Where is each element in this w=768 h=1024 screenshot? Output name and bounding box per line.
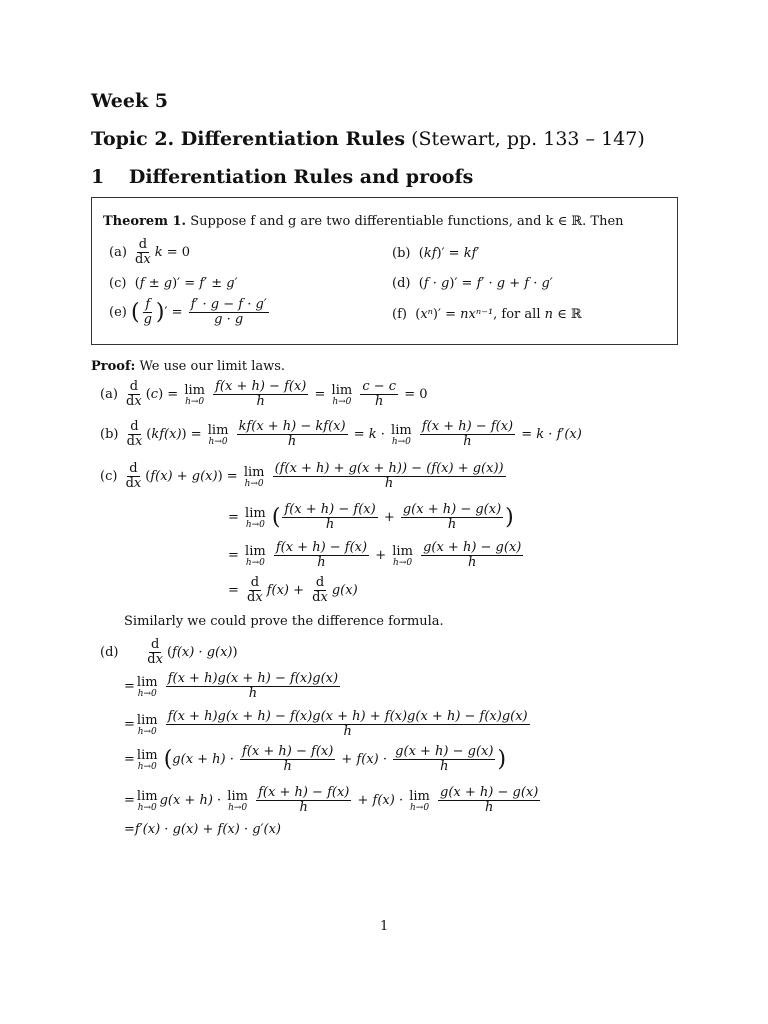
proof-d-line4: = lim h→0 (g(x + h) · $\frac{f(x + h) - f(x)}{h}$ + f(x) · $\frac{g(x + h) - g(x)}{h}$ ): [124, 744, 507, 774]
page-number: 1: [380, 919, 389, 934]
theorem-item-e: (e) ( $\frac{f}{g}$ )′ = $\frac{f' \cdot g - f \cdot g'}{g \cdot g}$: [109, 297, 267, 327]
theorem-item-label: (c): [109, 276, 127, 291]
proof-d-line6: =f′(x) · g(x) + f(x) · g′(x): [124, 822, 281, 837]
proof-label-a: (a): [100, 387, 118, 402]
theorem-item-label: (e): [109, 305, 127, 320]
proof-intro-text: We use our limit laws.: [139, 359, 286, 374]
theorem-item-label: (d): [392, 276, 411, 291]
proof-intro: [91, 359, 285, 374]
proof-label-c: (c): [100, 469, 118, 484]
proof-c-line2: = lim h→0 ( $\frac{f(x + h) - f(x)}{h}$ + $\frac{g(x + h) - g(x)}{h}$ ): [228, 502, 514, 532]
topic-title: Topic 2. Differentiation Rules: [91, 128, 406, 150]
theorem-item-d: (d) (f · g)′ = f′ · g + f · g′: [392, 276, 553, 291]
proof-c-line4: = $\frac{d}{dx}$ f(x) + $\frac{d}{dx}$ g(x): [228, 575, 358, 605]
proof-b: (b) $\frac{d}{dx}$ (kf(x)) = lim h→0 $\frac{kf(x + h) - kf(x)}{h}$ = k · lim h→0 $\frac{f(x + h) - f(x)}{h}$ = k · f′(x): [100, 419, 582, 449]
proof-d-line5: = lim h→0 g(x + h) · lim h→0 $\frac{f(x + h) - f(x)}{h}$ + f(x) · lim h→0 $\frac{g(x + h) - g(x)}{h}$: [124, 785, 539, 815]
topic-heading: [91, 128, 645, 150]
theorem-item-a: (a) $\frac{d}{dx}$ k = 0: [109, 237, 191, 267]
theorem-item-label: (f): [392, 307, 407, 322]
section-number: 1: [91, 166, 105, 188]
proof-a: (a) $\frac{d}{dx}$ (c) = lim h→0 $\frac{f(x + h) - f(x)}{h}$ = lim h→0 $\frac{c - c}{h}$ = 0: [100, 379, 428, 409]
similarly-note: Similarly we could prove the difference formula.: [124, 614, 444, 629]
week-heading: Week 5: [91, 90, 168, 112]
theorem-item-b: (b) (kf)′ = kf′: [392, 246, 480, 261]
proof-label-d: (d): [100, 645, 119, 660]
section-heading: [91, 166, 473, 188]
theorem-item-c: (c) (f ± g)′ = f′ ± g′: [109, 276, 238, 291]
proof-label-b: (b): [100, 427, 119, 442]
theorem-intro: Suppose f and g are two differentiable functions, and k ∈ ℝ. Then: [190, 214, 624, 229]
theorem-statement: [103, 214, 624, 229]
theorem-item-f: (f) (xⁿ)′ = nxⁿ⁻¹, for all n ∈ ℝ: [392, 307, 582, 322]
theorem-item-label: (a): [109, 245, 127, 260]
proof-d-line1: (d) $\frac{d}{dx}$ (f(x) · g(x)): [100, 637, 238, 667]
proof-label: Proof:: [91, 359, 136, 374]
topic-reference: (Stewart, pp. 133 – 147): [411, 128, 645, 150]
proof-c-line3: = lim h→0 $\frac{f(x + h) - f(x)}{h}$ + lim h→0 $\frac{g(x + h) - g(x)}{h}$: [228, 540, 522, 570]
proof-c-line1: (c) $\frac{d}{dx}$ (f(x) + g(x)) = lim h→0 $\frac{(f(x + h) + g(x + h)) - (f(x) + g(x))}{h}$: [100, 461, 504, 491]
theorem-item-label: (b): [392, 246, 411, 261]
proof-d-line2: = lim h→0 $\frac{f(x + h)g(x + h) - f(x)g(x)}{h}$: [124, 671, 339, 701]
proof-d-line3: = lim h→0 $\frac{f(x + h)g(x + h) - f(x)g(x + h) + f(x)g(x + h) - f(x)g(x)}{h}$: [124, 709, 528, 739]
section-title: Differentiation Rules and proofs: [128, 166, 474, 188]
theorem-label: Theorem 1.: [103, 214, 187, 229]
